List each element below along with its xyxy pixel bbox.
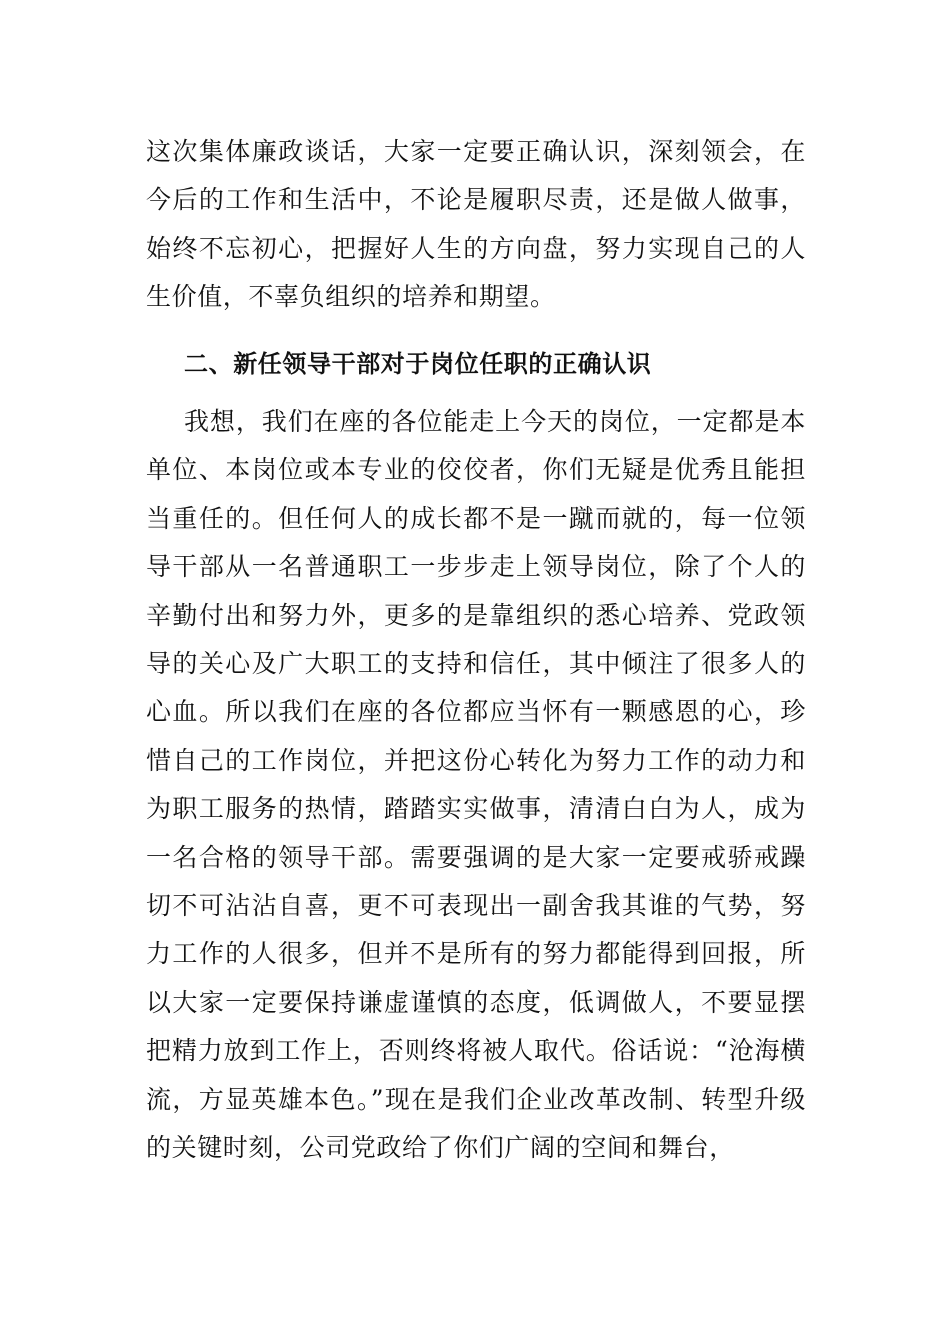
section-heading: 二、新任领导干部对于岗位任职的正确认识	[184, 350, 652, 378]
paragraph-body: 我想，我们在座的各位能走上今天的岗位，一定都是本单位、本岗位或本专业的佼佼者，你们无疑是优秀且能担当重任的。但任何人的成长都不是一蹴而就的，每一位领导干部从一名普通职工一步步走上领导岗位，除了个人的辛勤付出和努力外，更多的是靠组织的悉心培养、党政领导的关心及广大职工的支持和信任，其中倾注了很多人的心血。所以我们在座的各位都应当怀有一颗感恩的心，珍惜自己的工作岗位，并把这份心转化为努力工作的动力和为职工服务的热情，踏踏实实做事，清清白白为人，成为一名合格的领导干部。需要强调的是大家一定要戒骄戒躁切不可沾沾自喜，更不可表现出一副舍我其谁的气势，努力工作的人很多，但并不是所有的努力都能得到回报，所以大家一定要保持谦虚谨慎的态度，低调做人，不要显摆把精力放到工作上，否则终将被人取代。俗话说：“沧海横流，方显英雄本色。”现在是我们企业改革改制、转型升级的关键时刻，公司党政给了你们广阔的空间和舞台，	[146, 407, 806, 1163]
paragraph-continuation: 这次集体廉政谈话，大家一定要正确认识，深刻领会，在今后的工作和生活中，不论是履职尽责，还是做人做事，始终不忘初心，把握好人生的方向盘，努力实现自己的人生价值，不辜负组织的培养和期望。	[146, 137, 806, 312]
